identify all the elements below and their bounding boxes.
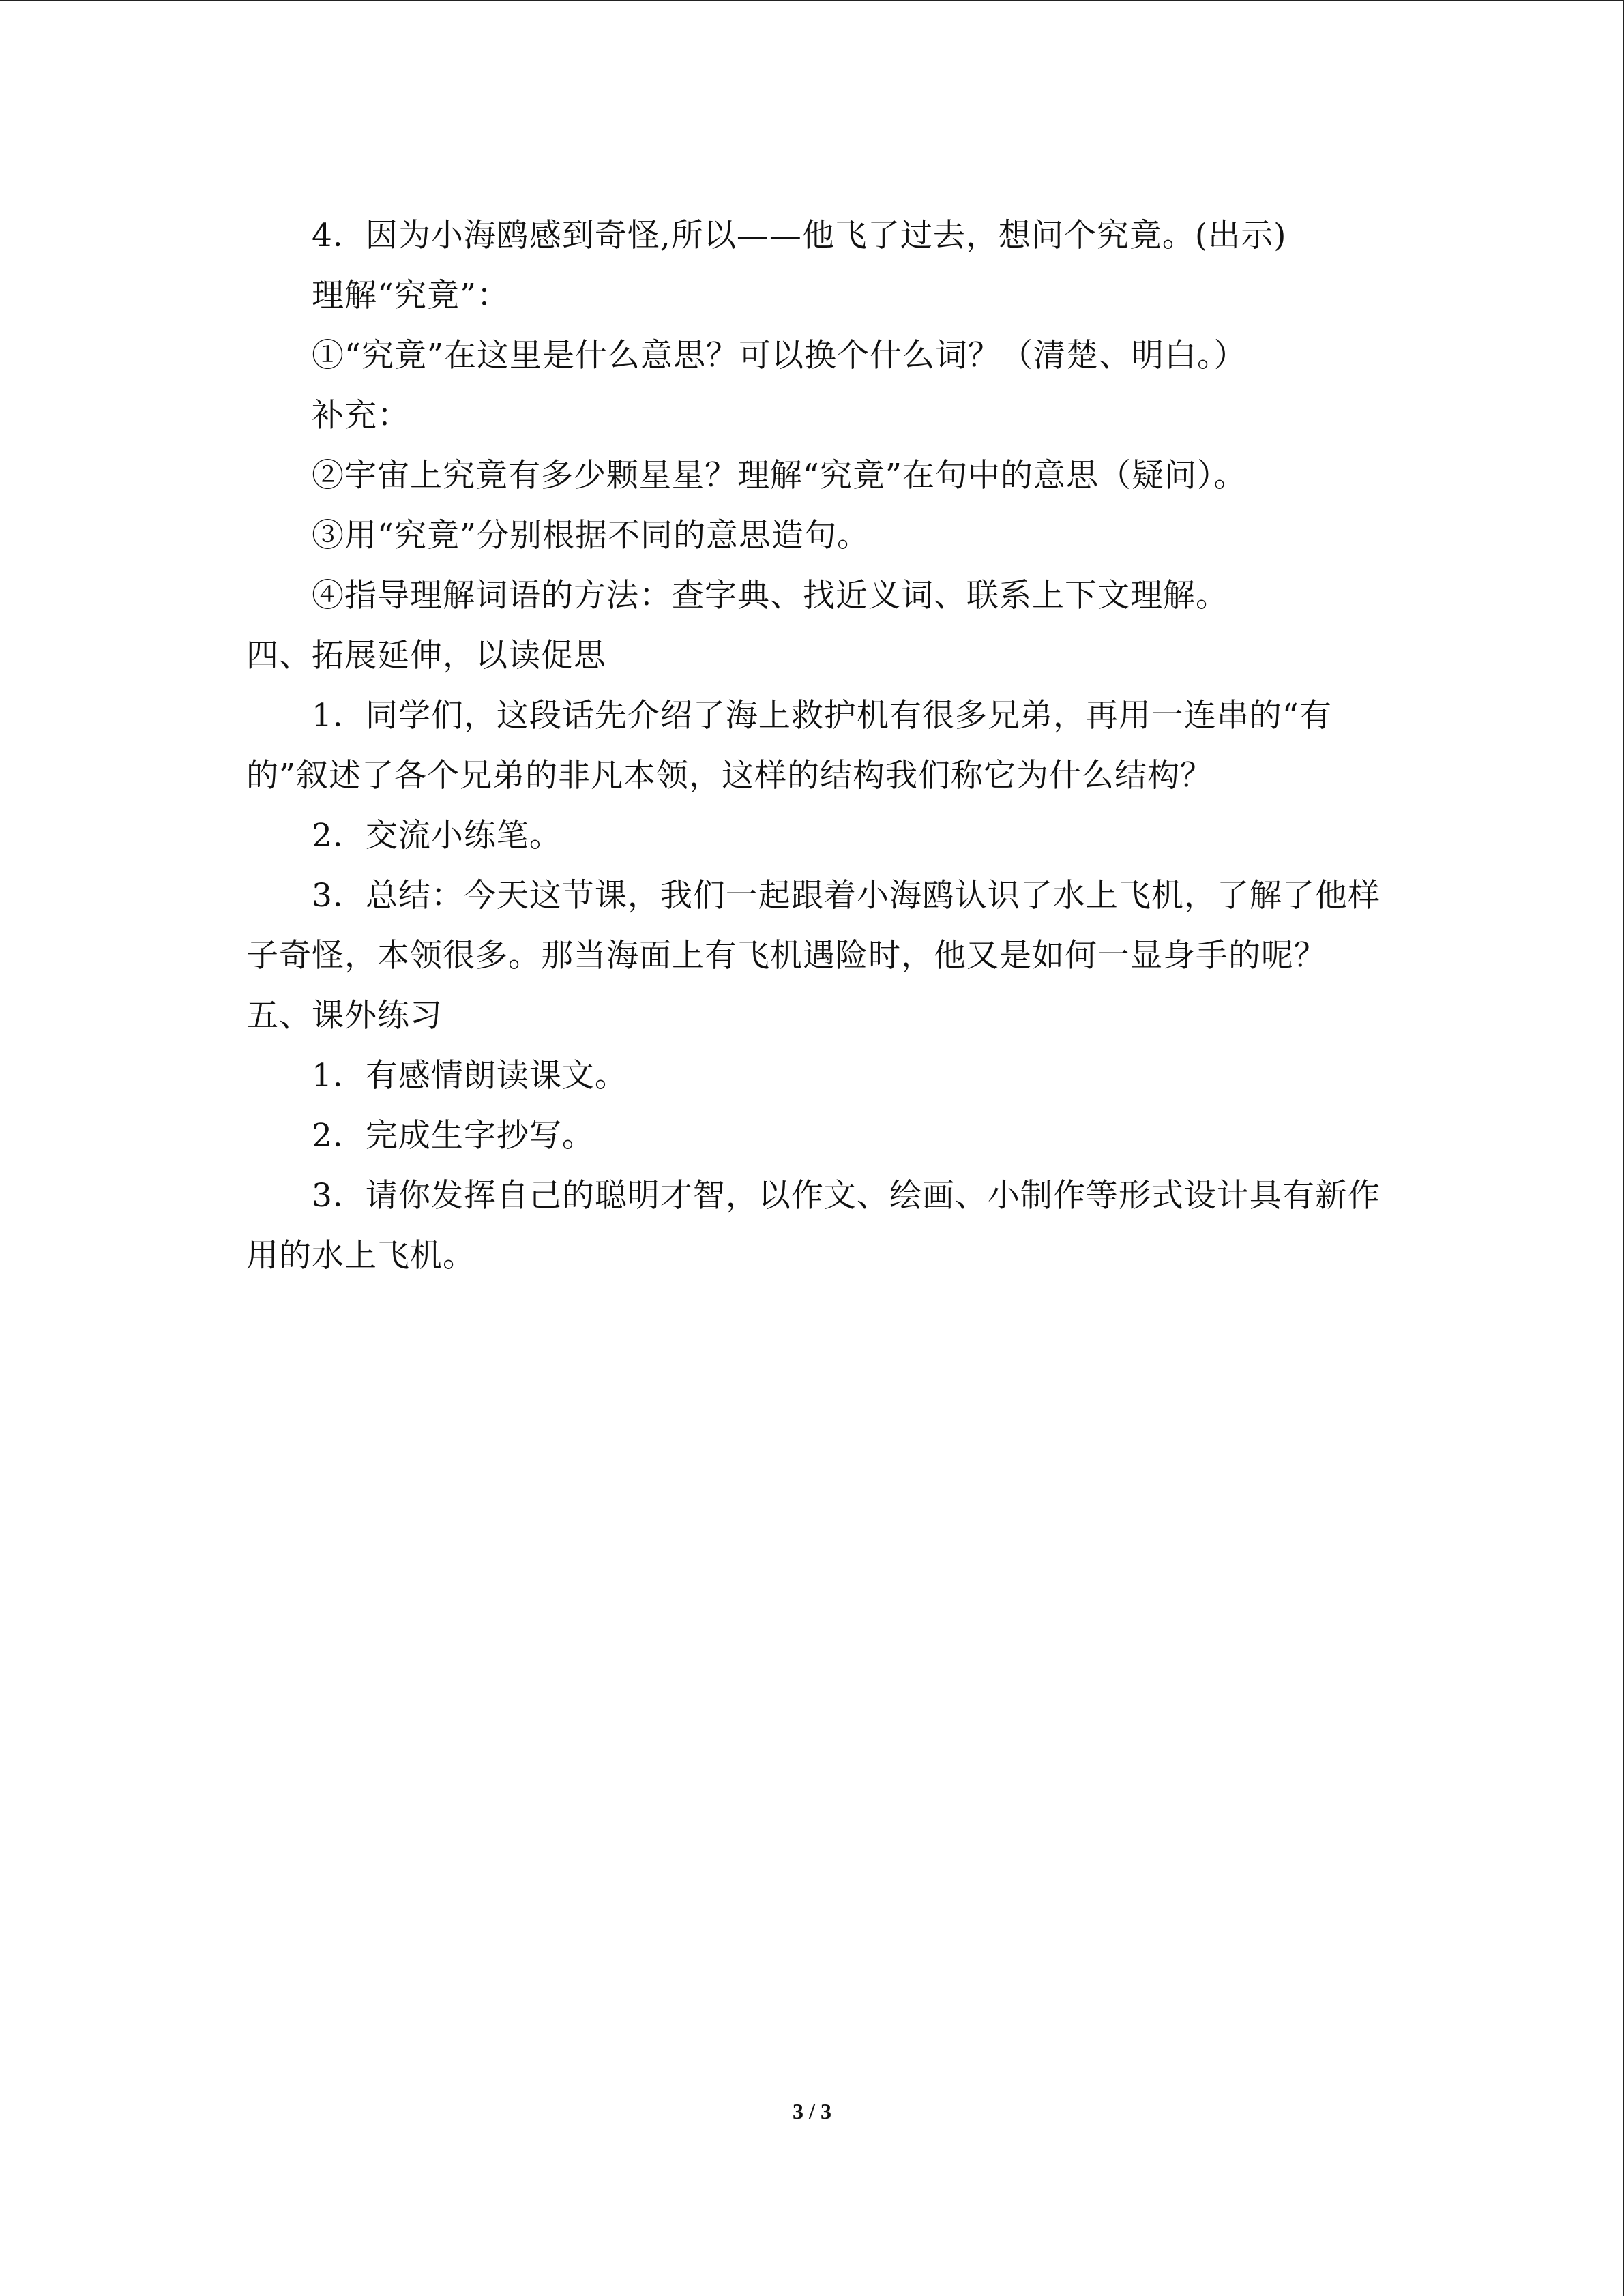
section-4-item-1-line-1: 1．同学们，这段话先介绍了海上救护机有很多兄弟，再用一连串的“有 xyxy=(312,697,1332,734)
page-number: 3 / 3 xyxy=(793,2099,831,2123)
section-4-item-1-line-2: 的”叙述了各个兄弟的非凡本领，这样的结构我们称它为什么结构？ xyxy=(246,757,1213,794)
question-4-line: ④指导理解词语的方法：查字典、找近义词、联系上下文理解。 xyxy=(312,577,1228,614)
question-1-line: ①“究竟”在这里是什么意思？可以换个什么词？（清楚、明白。） xyxy=(312,337,1247,374)
section-4-heading: 四、拓展延伸，以读促思 xyxy=(246,637,606,674)
section-5-item-2: 2．完成生字抄写。 xyxy=(312,1117,595,1154)
step-4-line: 4．因为小海鸥感到奇怪,所以——他飞了过去，想问个究竟。(出示) xyxy=(312,217,1287,254)
supplement-label: 补充： xyxy=(312,397,410,434)
question-2-line: ②宇宙上究竟有多少颗星星？理解“究竟”在句中的意思（疑问）。 xyxy=(312,457,1247,494)
document-body xyxy=(246,206,1381,1286)
section-4-item-3-line-1: 3．总结：今天这节课，我们一起跟着小海鸥认识了水上飞机，了解了他样 xyxy=(312,877,1381,914)
section-5-item-3-line-2: 用的水上飞机。 xyxy=(246,1237,475,1274)
understand-jiujing-heading: 理解“究竟”： xyxy=(312,277,510,314)
section-4-item-3-line-2: 子奇怪，本领很多。那当海面上有飞机遇险时，他又是如何一显身手的呢？ xyxy=(246,937,1327,974)
section-5-item-1: 1．有感情朗读课文。 xyxy=(312,1057,628,1094)
section-5-item-3-line-1: 3．请你发挥自己的聪明才智，以作文、绘画、小制作等形式设计具有新作 xyxy=(312,1177,1381,1214)
section-5-heading: 五、课外练习 xyxy=(246,997,443,1034)
question-3-line: ③用“究竟”分别根据不同的意思造句。 xyxy=(312,517,870,554)
section-4-item-2: 2．交流小练笔。 xyxy=(312,817,562,854)
